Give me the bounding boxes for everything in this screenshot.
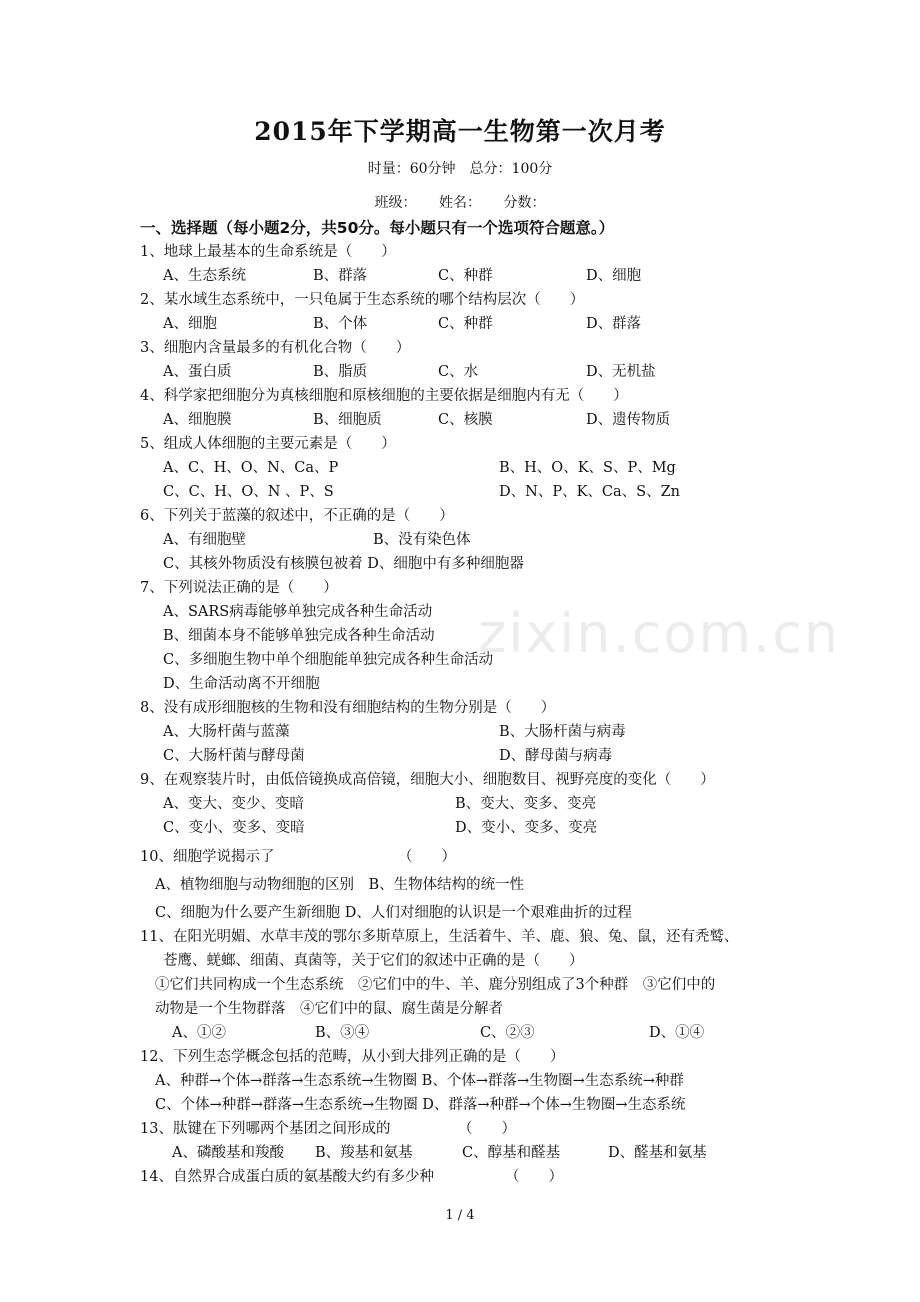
option-c: C、核膜 xyxy=(438,412,493,428)
option-d: D、无机盐 xyxy=(586,364,656,380)
option-d: D、群落 xyxy=(586,316,642,332)
option-a: A、C、H、O、N、Ca、P xyxy=(163,460,339,476)
page-title: 2015年下学期高一生物第一次月考 xyxy=(254,117,666,146)
question-stem: 7、下列说法正确的是（ ） xyxy=(140,580,338,596)
option-a: A、变大、变少、变暗 xyxy=(163,796,304,812)
option-d: D、N、P、K、Ca、S、Zn xyxy=(499,484,680,500)
answer-blank: （ ） xyxy=(398,849,456,865)
option-b: B、脂质 xyxy=(313,364,368,380)
option-b: B、细胞质 xyxy=(313,412,382,428)
question-stem: 6、下列关于蓝藻的叙述中，不正确的是（ ） xyxy=(140,508,454,524)
option-b: B、羧基和氨基 xyxy=(315,1145,413,1161)
option-d: D、变小、变多、变亮 xyxy=(455,820,598,836)
answer-blank: （ ） xyxy=(505,1169,563,1185)
option-a: A、SARS病毒能够单独完成各种生命活动 xyxy=(163,604,433,620)
watermark: zixin.com.cn xyxy=(478,602,841,665)
time-info: 时量：60分钟 总分：100分 xyxy=(367,161,553,177)
option-c: C、种群 xyxy=(438,268,493,284)
question-stem: 4、科学家把细胞分为真核细胞和原核细胞的主要依据是细胞内有无（ ） xyxy=(140,388,628,404)
page-number: 1 / 4 xyxy=(445,1208,475,1223)
option-a-b: A、植物细胞与动物细胞的区别 B、生物体结构的统一性 xyxy=(155,877,525,893)
option-b: B、H、O、K、S、P、Mg xyxy=(499,460,676,476)
question-statements: ①它们共同构成一个生态系统 ②它们中的牛、羊、鹿分别组成了3个种群 ③它们中的 xyxy=(155,977,716,993)
option-a-b: A、种群→个体→群落→生态系统→生物圈 B、个体→群落→生物圈→生态系统→种群 xyxy=(155,1073,684,1089)
option-a: A、细胞 xyxy=(163,316,217,332)
name-label: 姓名： xyxy=(439,195,481,211)
question-stem: 11、在阳光明媚、水草丰茂的鄂尔多斯草原上，生活着牛、羊、鹿、狼、兔、鼠，还有秃鹫、 xyxy=(140,929,739,945)
answer-blank: （ ） xyxy=(458,1121,516,1137)
question-stem: 12、下列生态学概念包括的范畴，从小到大排列正确的是（ ） xyxy=(140,1049,565,1065)
option-c: C、②③ xyxy=(480,1025,535,1041)
option-c: C、多细胞生物中单个细胞能单独完成各种生命活动 xyxy=(163,652,494,668)
question-stem: 5、组成人体细胞的主要元素是（ ） xyxy=(140,436,396,452)
option-d: D、酵母菌与病毒 xyxy=(499,748,613,764)
score-label: 分数： xyxy=(503,195,546,211)
question-stem: 10、细胞学说揭示了 xyxy=(140,849,275,865)
option-a: A、磷酸基和羧酸 xyxy=(172,1145,284,1161)
section-heading: 一、选择题（每小题2分，共50分。每小题只有一个选项符合题意。） xyxy=(140,219,615,237)
option-a: A、细胞膜 xyxy=(163,412,232,428)
option-b: B、群落 xyxy=(313,268,368,284)
question-stem: 13、肽键在下列哪两个基团之间形成的 xyxy=(140,1121,391,1137)
question-stem: 9、在观察装片时，由低倍镜换成高倍镜，细胞大小、细胞数目、视野亮度的变化（ ） xyxy=(140,772,715,788)
option-b: B、细菌本身不能够单独完成各种生命活动 xyxy=(163,628,435,644)
option-a: A、蛋白质 xyxy=(163,364,232,380)
option-a: A、①② xyxy=(172,1025,226,1041)
question-stem: 2、某水域生态系统中，一只龟属于生态系统的哪个结构层次（ ） xyxy=(140,292,585,308)
option-c-d: C、其核外物质没有核膜包被着 D、细胞中有多种细胞器 xyxy=(163,556,524,572)
question-stem: 1、地球上最基本的生命系统是（ ） xyxy=(140,244,396,260)
option-d: D、①④ xyxy=(649,1025,705,1041)
class-label: 班级： xyxy=(374,195,417,211)
option-d: D、生命活动离不开细胞 xyxy=(163,676,320,692)
question-statements-continued: 动物是一个生物群落 ④它们中的鼠、腐生菌是分解者 xyxy=(155,1001,503,1017)
option-c: C、种群 xyxy=(438,316,493,332)
option-d: D、醛基和氨基 xyxy=(608,1145,707,1161)
option-c-d: C、个体→种群→群落→生态系统→生物圈 D、群落→种群→个体→生物圈→生态系统 xyxy=(155,1097,686,1113)
option-b: B、③④ xyxy=(315,1025,370,1041)
option-b: B、大肠杆菌与病毒 xyxy=(499,724,626,740)
option-b: B、变大、变多、变亮 xyxy=(455,796,597,812)
option-c: C、大肠杆菌与酵母菌 xyxy=(163,748,305,764)
question-stem: 14、自然界合成蛋白质的氨基酸大约有多少种 xyxy=(140,1169,434,1185)
option-a: A、生态系统 xyxy=(163,268,246,284)
option-d: D、遗传物质 xyxy=(586,412,671,428)
option-c-d: C、细胞为什么要产生新细胞 D、人们对细胞的认识是一个艰难曲折的过程 xyxy=(155,905,632,921)
option-a: A、有细胞壁 xyxy=(163,532,246,548)
option-c: C、水 xyxy=(438,364,479,380)
option-c: C、变小、变多、变暗 xyxy=(163,820,305,836)
student-info-row xyxy=(0,192,920,212)
option-d: D、细胞 xyxy=(586,268,642,284)
option-c: C、C、H、O、N 、P、S xyxy=(163,484,334,500)
option-a: A、大肠杆菌与蓝藻 xyxy=(163,724,290,740)
question-stem: 3、细胞内含量最多的有机化合物（ ） xyxy=(140,340,411,356)
option-c: C、醇基和醛基 xyxy=(462,1145,561,1161)
question-stem: 8、没有成形细胞核的生物和没有细胞结构的生物分别是（ ） xyxy=(140,700,556,716)
option-b: B、没有染色体 xyxy=(373,532,471,548)
option-b: B、个体 xyxy=(313,316,368,332)
question-stem-continued: 苍鹰、蜣螂、细菌、真菌等，关于它们的叙述中正确的是（ ） xyxy=(163,953,584,969)
